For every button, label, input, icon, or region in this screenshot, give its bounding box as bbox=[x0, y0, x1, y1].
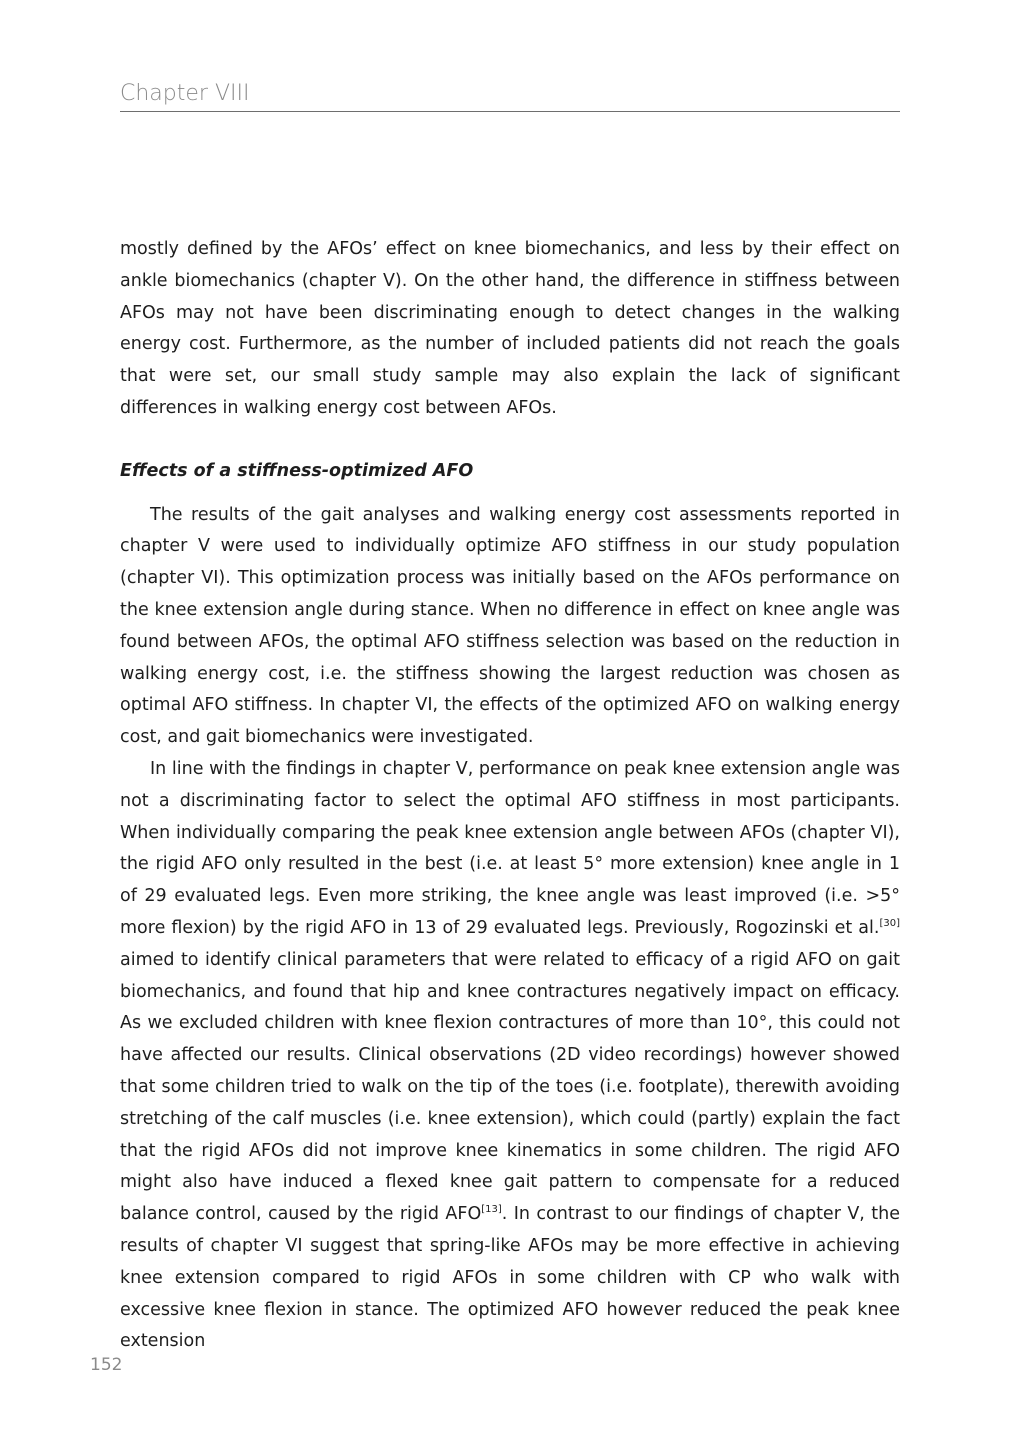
section-heading: Effects of a stiffness-optimized AFO bbox=[120, 460, 474, 481]
citation-ref: [13] bbox=[481, 1204, 502, 1216]
running-head bbox=[120, 80, 900, 112]
paragraph-continuation: mostly defined by the AFOs’ effect on knee biomechanics, and less by their effect on ankle biomechanics (chapter V). On the other hand, the difference in stiffness between AFOs may not have been discriminating enough to detect changes in the walking energy cost. Furthermore, as the number of included patients did not reach the goals that were set, our small study sample may also explain the lack of significant differences in walking energy cost between AFOs. bbox=[120, 239, 900, 418]
paragraph-text: aimed to identify clinical parameters that were related to efficacy of a rigid AFO on gait biomechanics, and found that hip and knee contractures negatively impact on efficacy. As we excluded children with knee flexion contractures of more than 10°, this could not have affected our results. Clinical observations (2D video recordings) however showed that some children tried to walk on the tip of the toes (i.e. footplate), therewith avoiding stretching of the calf muscles (i.e. knee extension), which could (partly) explain the fact that the rigid AFOs did not improve knee kinematics in some children. The rigid AFO might also have induced a flexed knee gait pattern to compensate for a reduced balance control, caused by the rigid AFO bbox=[120, 949, 900, 1225]
body-text bbox=[120, 234, 900, 1358]
chapter-title: Chapter VIII bbox=[120, 81, 250, 106]
paragraph-findings bbox=[120, 754, 900, 1358]
paragraph-text: In line with the findings in chapter V, performance on peak knee extension angle was not a discriminating factor to select the optimal AFO stiffness in most participants. When individually comparing the peak knee extension angle between AFOs (chapter VI), the rigid AFO only resulted in the best (i.e. at least 5° more extension) knee angle in 1 of 29 evaluated legs. Even more striking, the knee angle was least improved (i.e. >5° more flexion) by the rigid AFO in 13 of 29 evaluated legs. Previously, Rogozinski et al. bbox=[120, 758, 900, 938]
citation-ref: [30] bbox=[879, 917, 900, 929]
paragraph-text: . In contrast to our findings of chapter V, the results of chapter VI suggest that spring-like AFOs may be more effective in achieving knee extension compared to rigid AFOs in some children with CP who walk with excessive knee flexion in stance. The optimized AFO however reduced the peak knee extension bbox=[120, 1204, 900, 1352]
paragraph-optimization: The results of the gait analyses and walking energy cost assessments reported in chapter V were used to individually optimize AFO stiffness in our study population (chapter VI). This optimization process was initially based on the AFOs performance on the knee extension angle during stance. When no difference in effect on knee angle was found between AFOs, the optimal AFO stiffness selection was based on the reduction in walking energy cost, i.e. the stiffness showing the largest reduction was chosen as optimal AFO stiffness. In chapter VI, the effects of the optimized AFO on walking energy cost, and gait biomechanics were investigated. bbox=[120, 504, 900, 748]
page-number: 152 bbox=[90, 1355, 123, 1375]
